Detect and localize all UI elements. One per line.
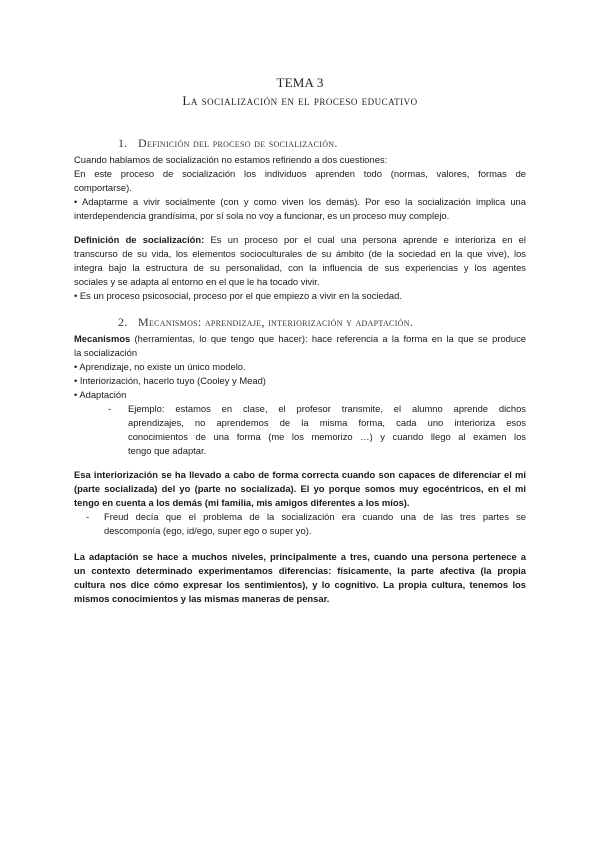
example-line-2: aprendizajes, no aprendemos de la misma forma, cada uno interioriza esos bbox=[128, 417, 526, 428]
interiorization-line-3: tengo en cuenta a los demás (mi familia, mis amigos diferentes a los míos). bbox=[74, 497, 410, 508]
definition-label: Definición de socialización: bbox=[74, 234, 205, 245]
section-2-title: Mecanismos: aprendizaje, interiorización y adaptación. bbox=[138, 315, 414, 329]
paragraph-intro: Cuando hablamos de socialización no estamos refiriendo a dos cuestiones: bbox=[74, 154, 388, 165]
mechanisms-line-2: la socialización bbox=[74, 347, 138, 358]
definition-line-1 bbox=[74, 233, 526, 247]
bullet-aprendizaje: • Aprendizaje, no existe un único modelo. bbox=[74, 361, 246, 372]
paragraph-adapt-line-2: interdependencia grandísima, por sí sola no voy a funcionar, es un proceso muy complejo. bbox=[74, 210, 450, 221]
interiorization-line-1: Esa interiorización se ha llevado a cabo de forma correcta cuando son capaces de diferenciar el mi bbox=[74, 469, 526, 480]
adaptation-block bbox=[74, 550, 526, 606]
document-subtitle: La socialización en el proceso educativo bbox=[182, 93, 418, 108]
section-1-heading bbox=[118, 136, 338, 150]
adaptation-line-4: mismos conocimientos y las mismas maneras de pensar. bbox=[74, 593, 330, 604]
adaptation-line-2: un contexto determinado experimentamos diferencias: físicamente, la parte afectiva (la propia bbox=[74, 565, 526, 576]
definition-line-2: transcurso de su vida, los elementos socioculturales de su ámbito (de la sociedad en la que vive), los bbox=[74, 248, 526, 259]
paragraph-learning-line-1: En este proceso de socialización los individuos aprenden todo (normas, valores, formas de bbox=[74, 168, 526, 179]
paragraph-learning-line-2: comportarse). bbox=[74, 182, 132, 193]
section-2-heading bbox=[118, 315, 413, 329]
section-1-number: 1. bbox=[118, 136, 128, 150]
adaptation-line-3: cultura nos dice cómo expresar los sentimientos), y lo cognitivo. La propia cultura, tenemos los bbox=[74, 579, 526, 590]
section-1-title: Definición del proceso de socialización. bbox=[138, 136, 338, 150]
adaptation-line-1: La adaptación se hace a muchos niveles, principalmente a tres, cuando una persona pertenece a bbox=[74, 551, 526, 562]
bullet-adaptacion: • Adaptación bbox=[74, 389, 127, 400]
section-1-body bbox=[74, 153, 526, 223]
example-line-3: conocimientos de una forma (me los memorizo …) y cuando llego al examen los bbox=[128, 431, 526, 442]
freud-block bbox=[86, 510, 526, 538]
bullet-interiorizacion: • Interiorización, hacerlo tuyo (Cooley y Mead) bbox=[74, 375, 266, 386]
definition-bullet: • Es un proceso psicosocial, proceso por el que empiezo a vivir en la sociedad. bbox=[74, 290, 402, 301]
example-line-4: tengo que adaptar. bbox=[128, 445, 207, 456]
mechanisms-text-1: (herramientas, lo que tengo que hacer): hace referencia a la forma en la que se produce bbox=[130, 333, 526, 344]
definition-block bbox=[74, 233, 526, 303]
paragraph-adapt-line-1: • Adaptarme a vivir socialmente (con y como viven los demás). Por eso la socialización implica una bbox=[74, 196, 526, 207]
interiorization-line-2: (parte socializada) del yo (parte no socializada). El yo porque somos muy egocéntricos, en el mi bbox=[74, 483, 526, 494]
mechanisms-line-1 bbox=[74, 332, 526, 346]
document-title: TEMA 3 bbox=[276, 75, 324, 90]
freud-line-1: Freud decía que el problema de la socialización era cuando una de las tres partes se bbox=[104, 511, 526, 522]
definition-line-3: integra bajo la estructura de su personalidad, con la influencia de sus experiencias y los agentes bbox=[74, 262, 526, 273]
mechanisms-block bbox=[74, 332, 526, 402]
definition-line-4: sociales y se adapta al entorno en el que le ha tocado vivir. bbox=[74, 276, 320, 287]
example-dash: - bbox=[108, 403, 112, 414]
freud-dash: - bbox=[86, 511, 90, 522]
mechanisms-label: Mecanismos bbox=[74, 333, 131, 344]
example-line-1: Ejemplo: estamos en clase, el profesor transmite, el alumno aprende dichos bbox=[128, 403, 526, 414]
interiorization-block bbox=[74, 468, 526, 510]
example-block bbox=[108, 402, 526, 458]
freud-line-2: descomponía (ego, id/ego, super ego o super yo). bbox=[104, 525, 312, 536]
section-2-number: 2. bbox=[118, 315, 128, 329]
definition-text-1: Es un proceso por el cual una persona aprende e interioriza en el bbox=[204, 234, 526, 245]
